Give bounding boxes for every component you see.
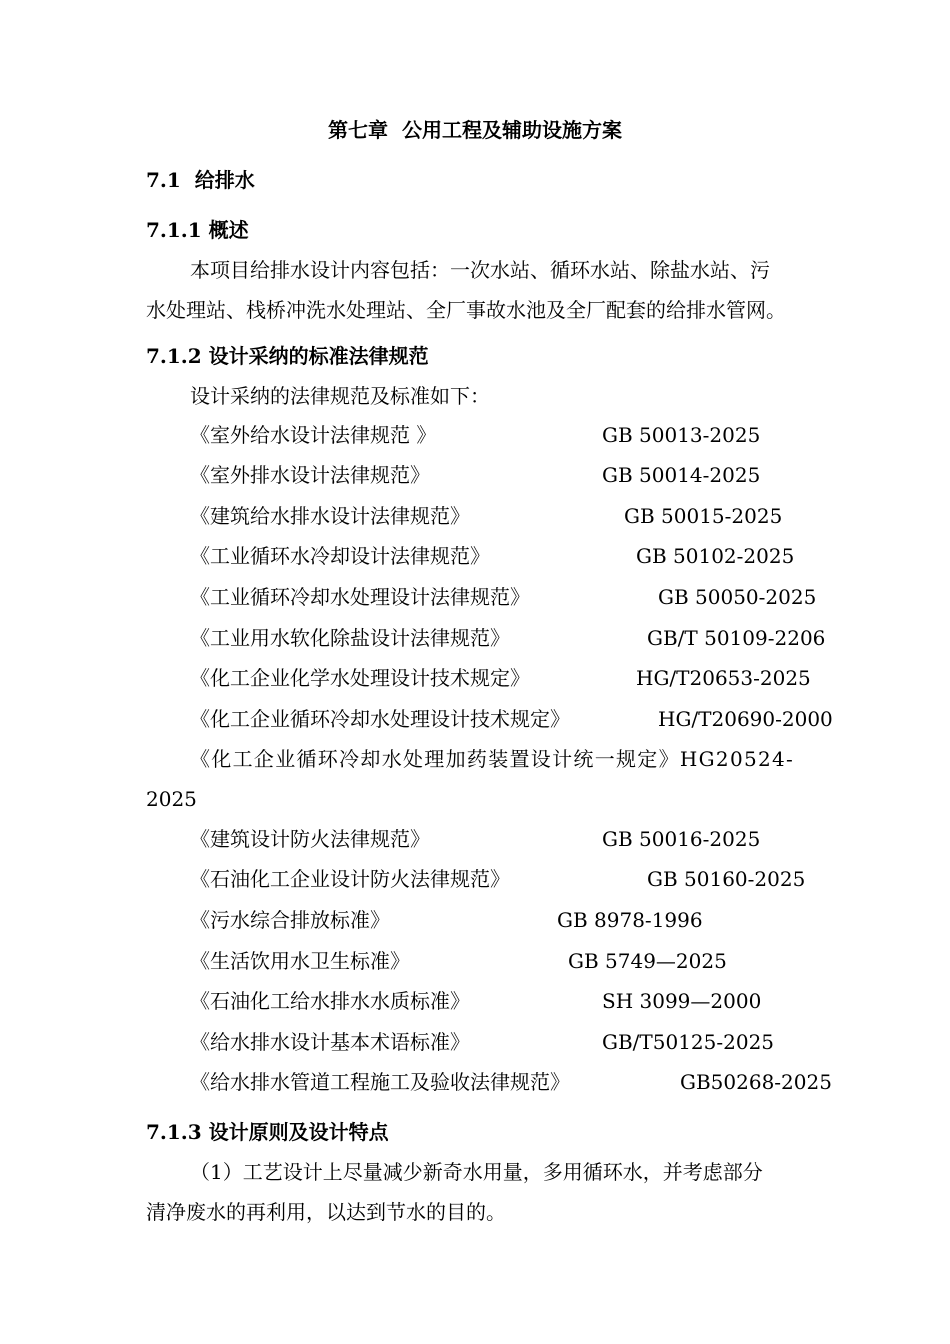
- standard-name: 《化工企业循环冷却水处理设计技术规定》: [190, 707, 570, 731]
- principles-line-1: （1）工艺设计上尽量减少新奇水用量，多用循环水，并考虑部分: [190, 1160, 763, 1184]
- standard-name: 《工业循环冷却水处理设计法律规范》: [190, 585, 530, 609]
- standard-code: GB50268-2025: [680, 1070, 832, 1094]
- standard-item: [190, 866, 890, 892]
- standard-item: [190, 948, 890, 974]
- overview-line-1: 本项目给排水设计内容包括：一次水站、循环水站、除盐水站、污: [190, 258, 770, 282]
- standard-item: [190, 543, 890, 569]
- standard-code: GB 50050-2025: [658, 585, 817, 609]
- standard-code: GB 50013-2025: [602, 423, 761, 447]
- standard-code: GB 5749—2025: [568, 949, 727, 973]
- standard-wrapped-line-2: 2025: [146, 787, 197, 811]
- standard-item: [190, 1069, 890, 1095]
- standard-item: [190, 988, 890, 1014]
- standard-name: 《工业用水软化除盐设计法律规范》: [190, 626, 510, 650]
- overview-line-2: 水处理站、栈桥冲洗水处理站、全厂事故水池及全厂配套的给排水管网。: [146, 298, 786, 322]
- standard-name: 《污水综合排放标准》: [190, 908, 390, 932]
- standard-item: [190, 503, 890, 529]
- standard-item: [190, 625, 890, 651]
- standard-name: 《给水排水管道工程施工及验收法律规范》: [190, 1070, 570, 1094]
- standard-name: 《室外排水设计法律规范》: [190, 463, 430, 487]
- standard-name: 《室外给水设计法律规范 》: [190, 423, 437, 447]
- section-heading-7-1: 7.1 给排水: [146, 168, 255, 192]
- standard-item-wrapped: [146, 739, 846, 819]
- standard-code: HG/T20653-2025: [636, 666, 811, 690]
- standard-code: HG/T20690-2000: [658, 707, 833, 731]
- standard-name: 《生活饮用水卫生标准》: [190, 949, 410, 973]
- standard-name: 《工业循环水冷却设计法律规范》: [190, 544, 490, 568]
- overview-paragraph: [146, 250, 836, 330]
- standard-name: 《石油化工给水排水水质标准》: [190, 989, 470, 1013]
- section-heading-7-1-2: 7.1.2 设计采纳的标准法律规范: [146, 344, 429, 368]
- section-heading-7-1-1: 7.1.1 概述: [146, 218, 249, 242]
- standard-item: [190, 665, 890, 691]
- standard-item: [190, 826, 890, 852]
- standards-intro: [146, 376, 836, 416]
- standard-code: GB 8978-1996: [557, 908, 703, 932]
- standard-name: 《化工企业化学水处理设计技术规定》: [190, 666, 530, 690]
- standard-item: [190, 462, 890, 488]
- standard-name: 《建筑设计防火法律规范》: [190, 827, 430, 851]
- standard-item: [190, 907, 890, 933]
- standard-code: GB 50160-2025: [647, 867, 806, 891]
- standard-wrapped-line-1: 《化工企业循环冷却水处理加药装置设计统一规定》HG20524-: [190, 747, 795, 771]
- standard-code: SH 3099—2000: [602, 989, 762, 1013]
- standard-name: 《建筑给水排水设计法律规范》: [190, 504, 470, 528]
- standard-code: GB 50015-2025: [624, 504, 783, 528]
- standard-code: GB/T50125-2025: [602, 1030, 775, 1054]
- chapter-title: 第七章 公用工程及辅助设施方案: [328, 118, 622, 142]
- standard-name: 《给水排水设计基本术语标准》: [190, 1030, 470, 1054]
- standard-code: GB 50014-2025: [602, 463, 761, 487]
- standard-name: 《石油化工企业设计防火法律规范》: [190, 867, 510, 891]
- standard-item: [190, 1029, 890, 1055]
- standard-item: [190, 584, 890, 610]
- standard-code: GB 50016-2025: [602, 827, 761, 851]
- principles-paragraph: [146, 1152, 836, 1232]
- standards-intro-text: 设计采纳的法律规范及标准如下：: [190, 384, 490, 408]
- principles-line-2: 清净废水的再利用，以达到节水的目的。: [146, 1200, 506, 1224]
- standard-code: GB/T 50109-2206: [647, 626, 826, 650]
- section-heading-7-1-3: 7.1.3 设计原则及设计特点: [146, 1120, 389, 1144]
- standard-item: [190, 422, 890, 448]
- standard-item: [190, 706, 890, 732]
- standard-code: GB 50102-2025: [636, 544, 795, 568]
